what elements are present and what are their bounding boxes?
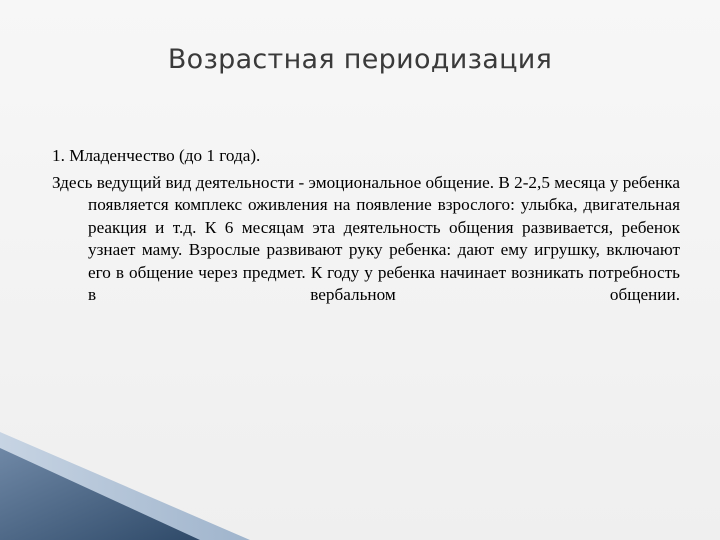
- slide-title: Возрастная периодизация: [167, 44, 553, 75]
- body-paragraph: Здесь ведущий вид деятельности - эмоциональное общение. В 2-2,5 месяца у ребенка появляется комплекс оживления на появление взрослого: улыбка, двигательная реакция и т.д. К 6 месяцам эта деятельность общения развивается, ребенок узнает маму. Взрослые развивают руку ребенка: дают ему игрушку, включают его в общение через предмет. К году у ребенка начинает возникать потребность в вербальном общении.: [52, 172, 680, 304]
- item-heading: 1. Младенчество (до 1 года).: [52, 146, 261, 165]
- slide-content: [52, 145, 680, 307]
- corner-decoration: [0, 430, 250, 540]
